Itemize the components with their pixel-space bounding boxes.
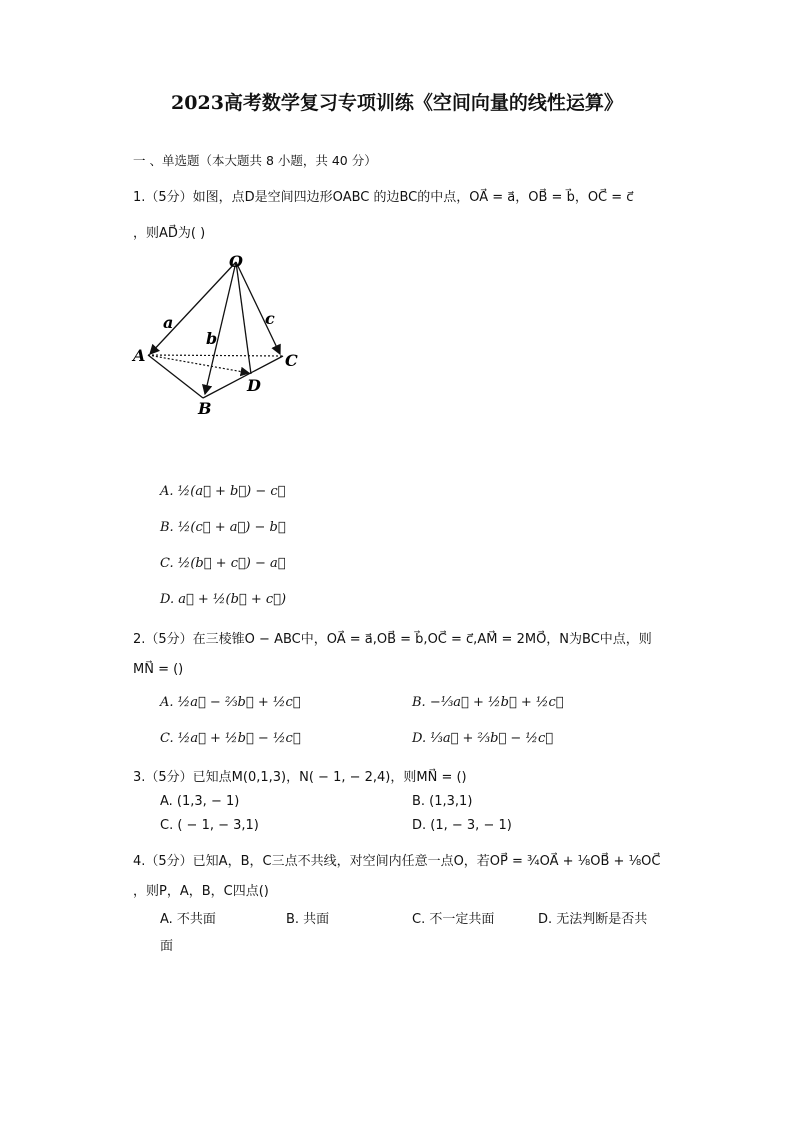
q1-option-a: A. ½(a⃗ + b⃗) − c⃗ bbox=[160, 484, 286, 499]
ad-dashed-vector bbox=[148, 355, 249, 373]
label-C: C bbox=[285, 351, 298, 370]
q4-option-b: B. 共面 bbox=[286, 912, 330, 927]
q2-stem-cont: MN⃗ = () bbox=[133, 662, 184, 677]
q1-option-d: D. a⃗ + ½(b⃗ + c⃗) bbox=[160, 592, 287, 607]
ab-edge bbox=[148, 355, 203, 398]
label-O: O bbox=[229, 252, 243, 271]
q3-option-d: D. (1, − 3, − 1) bbox=[412, 818, 512, 833]
q3-stem: 3.（5分）已知点M(0,1,3)，N( − 1, − 2,4)，则MN⃗ = () bbox=[133, 770, 467, 785]
page-title: 2023高考数学复习专项训练《空间向量的线性运算》 bbox=[171, 92, 623, 114]
q4-stem-cont: ，则P，A，B，C四点() bbox=[133, 884, 269, 899]
label-D: D bbox=[247, 376, 261, 395]
q2-option-b: B. −⅓a⃗ + ½b⃗ + ½c⃗ bbox=[412, 695, 564, 710]
q1-stem: 1.（5分）如图，点D是空间四边形OABC 的边BC的中点，OA⃗ = a⃗，OB⃗ = b⃗，OC⃗ = c⃗ bbox=[133, 190, 634, 205]
q4-option-a: A. 不共面 bbox=[160, 912, 216, 927]
q4-option-c: C. 不一定共面 bbox=[412, 912, 495, 927]
label-c: c bbox=[265, 309, 275, 328]
q2-option-c: C. ½a⃗ + ½b⃗ − ½c⃗ bbox=[160, 731, 301, 746]
q2-option-d: D. ⅓a⃗ + ⅔b⃗ − ½c⃗ bbox=[412, 731, 554, 746]
q3-option-b: B. (1,3,1) bbox=[412, 794, 473, 809]
q4-option-d-wrap: 面 bbox=[160, 939, 174, 954]
q1-stem-cont: ，则AD⃗为( ) bbox=[133, 226, 206, 241]
label-A: A bbox=[133, 346, 146, 365]
q1-option-b: B. ½(c⃗ + a⃗) − b⃗ bbox=[160, 520, 286, 535]
label-b: b bbox=[206, 329, 218, 348]
q4-option-d: D. 无法判断是否共 bbox=[538, 912, 648, 927]
q4-stem: 4.（5分）已知A，B，C三点不共线，对空间内任意一点O，若OP⃗ = ¾OA⃗ + ⅛OB⃗ + ⅛OC⃗ bbox=[133, 854, 661, 869]
vector-a-line bbox=[150, 262, 236, 354]
label-B: B bbox=[198, 399, 212, 418]
bc-edge bbox=[203, 356, 283, 398]
ac-dashed-edge bbox=[148, 355, 283, 356]
q2-stem: 2.（5分）在三棱锥O − ABC中，OA⃗ = a⃗,OB⃗ = b⃗,OC⃗ = c⃗,AM⃗ = 2MO⃗，N为BC中点，则 bbox=[133, 632, 652, 647]
tetrahedron-figure bbox=[128, 248, 308, 418]
label-a: a bbox=[163, 313, 174, 332]
q2-option-a: A. ½a⃗ − ⅔b⃗ + ½c⃗ bbox=[160, 695, 301, 710]
vector-b-line bbox=[205, 262, 236, 394]
q1-option-c: C. ½(b⃗ + c⃗) − a⃗ bbox=[160, 556, 286, 571]
q3-option-c: C. ( − 1, − 3,1) bbox=[160, 818, 259, 833]
section-heading: 一 、单选题（本大题共 8 小题，共 40 分） bbox=[133, 153, 377, 168]
q3-option-a: A. (1,3, − 1) bbox=[160, 794, 240, 809]
